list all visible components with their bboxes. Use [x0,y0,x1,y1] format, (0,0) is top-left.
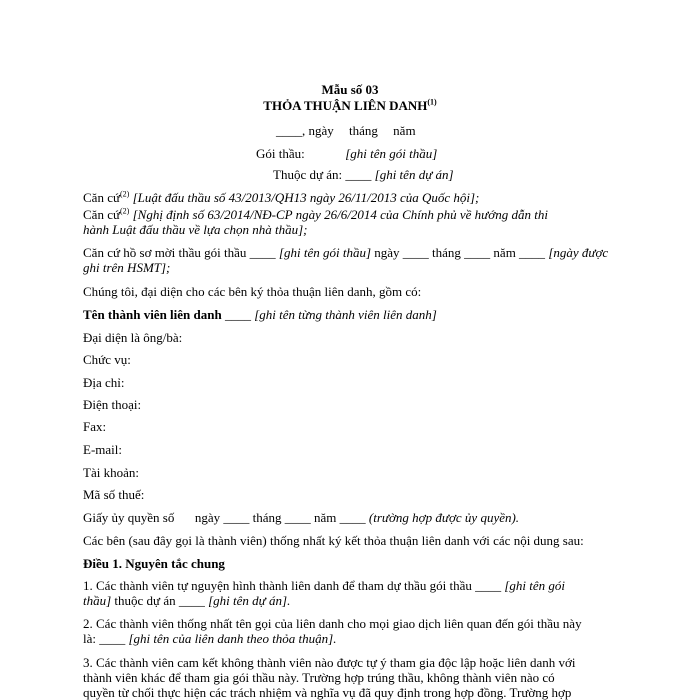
field-account: Tài khoản: [83,465,139,480]
field-tax-code: Mã số thuế: [83,487,145,502]
date-line: ____, ngày tháng năm [276,123,416,138]
field-position: Chức vụ: [83,352,131,367]
article-1-para-3-line-3: quyền từ chối thực hiện các trách nhiệm và nghĩa vụ đã quy định trong hợp đồng. Trường hợp [83,685,572,700]
form-number: Mẫu số 03 [321,82,379,97]
article-1-para-3-line-2: thành viên khác để tham gia gói thầu này. Trường hợp trúng thầu, không thành viên nào có [83,670,555,685]
document-title: THỎA THUẬN LIÊN DANH$^{(1)}$ [263,97,437,113]
field-phone: Điện thoại: [83,397,142,412]
article-1-heading: Điều 1. Nguyên tắc chung [83,556,225,571]
field-email: E-mail: [83,442,122,457]
article-1-para-3: 3. Các thành viên cam kết không thành viên nào được tự ý tham gia độc lập hoặc liên danh với [83,655,576,670]
field-address: Địa chỉ: [83,375,125,390]
agreement-text: Các bên (sau đây gọi là thành viên) thống nhất ký kết thỏa thuận liên danh với các nội dung sau: [83,533,584,548]
article-1-para-2-cont: là: ____ [ghi tên của liên danh theo thỏa thuận]. [83,631,337,646]
article-1-para-1-cont: thầu] thuộc dự án ____ [ghi tên dự án]. [83,593,291,608]
article-1-para-1: 1. Các thành viên tự nguyện hình thành liên danh để tham dự thầu gói thầu ____ [ghi tên gói [83,578,566,593]
field-representative: Đại diện là ông/bà: [83,330,183,345]
title-footnote: (1) [427,97,437,107]
ground-1: Căn cứ$^{(2)}$ [Luật đấu thầu số 43/2013/QH13 ngày 26/11/2013 của Quốc hội]; [83,189,480,205]
field-fax: Fax: [83,419,107,434]
member-name-line: Tên thành viên liên danh ____ [ghi tên từng thành viên liên danh] [83,307,437,322]
package-line: Gói thầu: [ghi tên gói thầu] [256,146,438,161]
intro-text: Chúng tôi, đại diện cho các bên ký thỏa thuận liên danh, gồm có: [83,284,422,299]
authorization-line: Giấy ủy quyền số ngày ____ tháng ____ năm ____ (trường hợp được ủy quyền). [83,510,520,525]
ground-3: Căn cứ hồ sơ mời thầu gói thầu ____ [ghi tên gói thầu] ngày ____ tháng ____ năm ____ [ngày được [83,245,609,260]
article-1-para-2: 2. Các thành viên thống nhất tên gọi của liên danh cho mọi giao dịch liên quan đến gói thầu này [83,616,582,631]
ground-2-cont: hành Luật đấu thầu về lựa chọn nhà thầu]; [83,222,308,237]
project-line: Thuộc dự án: ____ [ghi tên dự án] [273,167,454,182]
ground-3-cont: ghi trên HSMT]; [83,260,171,275]
ground-2: Căn cứ$^{(2)}$ [Nghị định số 63/2014/NĐ-CP ngày 26/6/2014 của Chính phủ về hướng dẫn thi [83,206,548,222]
